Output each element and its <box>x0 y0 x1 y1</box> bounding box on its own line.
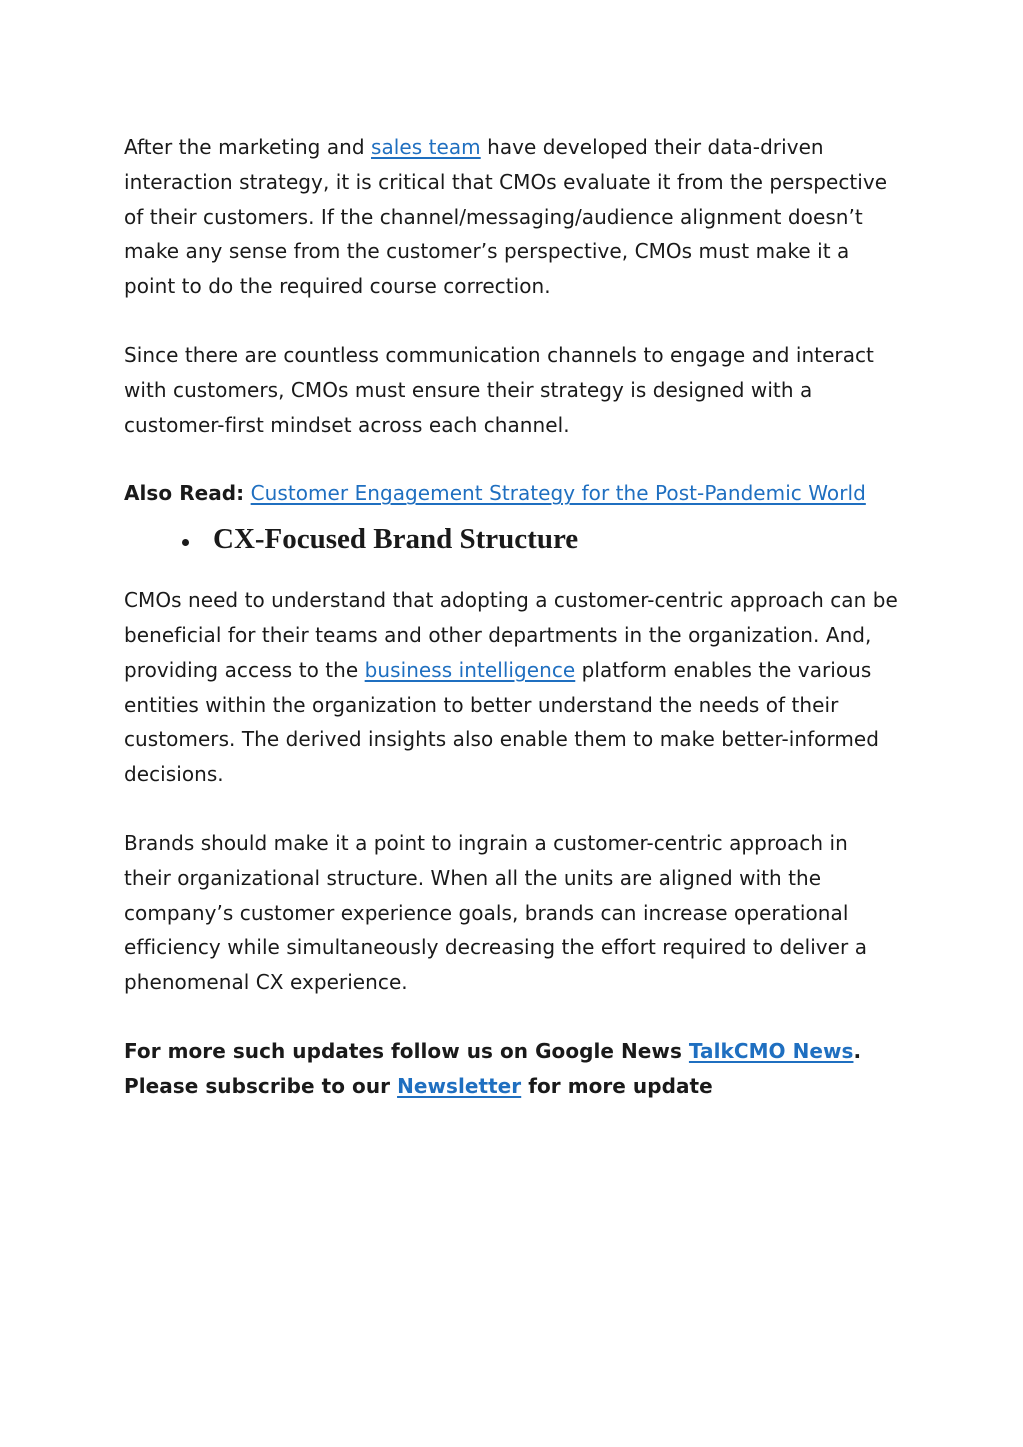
also-read-line <box>124 476 899 511</box>
newsletter-link[interactable]: Newsletter <box>397 1073 522 1098</box>
paragraph-text: have developed their data-driven interaction strategy, it is critical that CMOs evaluate it from the perspective of their customers. If the channel/messaging/audience alignment doesn’t make any sense from the customer’s perspective, CMOs must make it a point to do the required course correction. <box>124 135 888 299</box>
follow-updates-line <box>124 1034 899 1104</box>
section-heading-item <box>124 511 899 583</box>
paragraph-business-intelligence <box>124 583 899 792</box>
follow-text: . Please subscribe to our <box>124 1038 862 1098</box>
paragraph-brand-structure <box>124 826 899 1000</box>
sales-team-link[interactable]: sales team <box>371 135 481 159</box>
bullet-icon <box>182 539 189 546</box>
paragraph-channels <box>124 338 899 442</box>
section-heading: CX-Focused Brand Structure <box>213 523 579 556</box>
article-body <box>124 130 899 1104</box>
paragraph-text: CMOs need to understand that adopting a customer-centric approach can be beneficial for their teams and other departments in the organization. And, providing access to the <box>124 588 898 682</box>
follow-text: For more such updates follow us on Google News <box>124 1038 689 1063</box>
paragraph-text: Since there are countless communication channels to engage and interact with customers, CMOs must ensure their strategy is designed with a customer-first mindset across each channel. <box>124 342 874 437</box>
paragraph-interaction-strategy <box>124 130 899 304</box>
paragraph-text: Brands should make it a point to ingrain a customer-centric approach in their organizational structure. When all the units are aligned with the company’s customer experience goals, brands can increase operational efficiency while simultaneously decreasing the effort required to deliver a phenomenal CX experience. <box>124 830 868 995</box>
talkcmo-news-link[interactable]: TalkCMO News <box>688 1038 854 1063</box>
also-read-label: Also Read: <box>124 481 245 506</box>
business-intelligence-link[interactable]: business intelligence <box>364 657 576 682</box>
paragraph-text: After the marketing and <box>124 135 372 159</box>
also-read-link[interactable]: Customer Engagement Strategy for the Post-Pandemic World <box>250 481 866 506</box>
paragraph-text: platform enables the various entities within the organization to better understand the needs of their customers. The derived insights also enable them to make better-informed decisions. <box>124 657 879 787</box>
follow-text: for more update <box>521 1073 713 1098</box>
